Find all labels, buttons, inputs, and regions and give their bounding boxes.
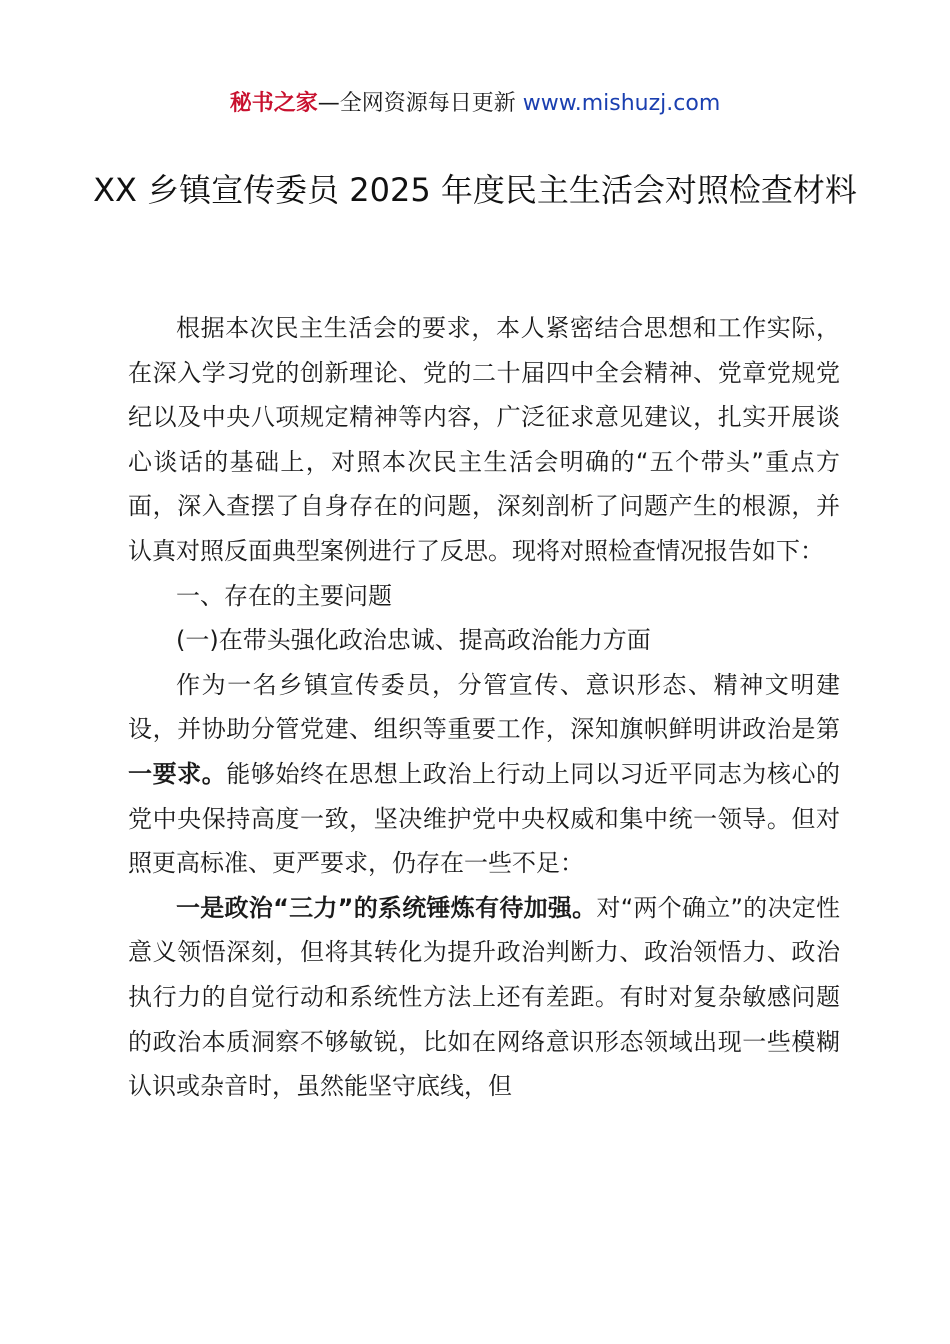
intro-paragraph: 根据本次民主生活会的要求，本人紧密结合思想和工作实际，在深入学习党的创新理论、党的二十届四中全会精神、党章党规党纪以及中央八项规定精神等内容，广泛征求意见建议，扎实开展谈心谈话的基础上，对照本次民主生活会明确的“五个带头”重点方面，深入查摆了自身存在的问题，深刻剖析了问题产生的根源，并认真对照反面典型案例进行了反思。现将对照检查情况报告如下：: [128, 314, 840, 565]
body-paragraph: [128, 886, 840, 1109]
brand-name: 秘书之家: [229, 91, 318, 116]
section-heading: 一、存在的主要问题: [176, 581, 392, 610]
paragraph-text: 作为一名乡镇宣传委员，分管宣传、意识形态、精神文明建设，并协助分管党建、组织等重要工作，深知旗帜鲜明讲政治是第: [128, 670, 840, 744]
document-body: [128, 306, 840, 1109]
site-header: [0, 88, 950, 120]
body-paragraph: [128, 663, 840, 886]
header-slogan: —全网资源每日更新: [317, 91, 523, 116]
site-url-link[interactable]: www.mishuzj.com: [522, 91, 721, 116]
bold-phrase: 一要求。: [128, 759, 227, 788]
paragraph-text: 能够始终在思想上政治上行动上同以习近平同志为核心的党中央保持高度一致，坚决维护党中央权威和集中统一领导。但对照更高标准、更严要求，仍存在一些不足：: [128, 759, 841, 878]
subsection-heading: (一)在带头强化政治忠诚、提高政治能力方面: [176, 626, 651, 655]
bold-lead: 一是政治“三力”的系统锤炼有待加强。: [176, 893, 597, 922]
document-title: XX 乡镇宣传委员 2025 年度民主生活会对照检查材料: [93, 171, 857, 209]
paragraph-text: 对“两个确立”的决定性意义领悟深刻，但将其转化为提升政治判断力、政治领悟力、政治执行力的自觉行动和系统性方法上还有差距。有时对复杂敏感问题的政治本质洞察不够敏锐，比如在网络意识形态领域出现一些模糊认识或杂音时，虽然能坚守底线，但: [128, 893, 840, 1101]
